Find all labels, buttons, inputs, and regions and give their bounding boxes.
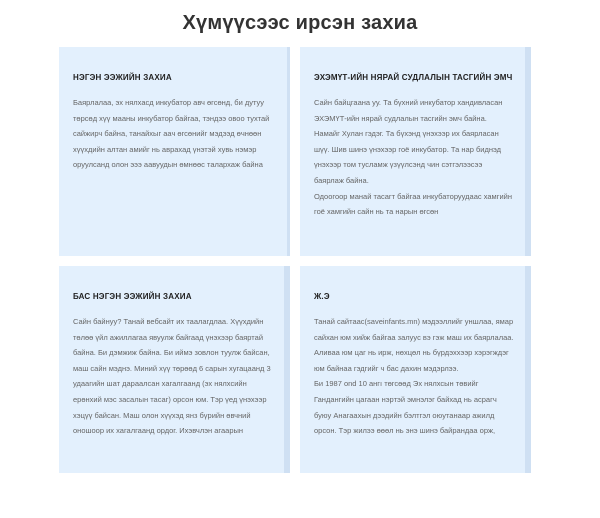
card-scrollbar[interactable] [525, 47, 528, 256]
letter-card-title: НЭГЭН ЭЭЖИЙН ЗАХИА [73, 73, 172, 82]
letter-paragraph: Баярлалаа, эх нялхасд инкубатор авч өгсөнд, би дутуу төрсөд хүү мааны инкубатор байгаа, тэндээ овоо тухтай сайжирч байна, танайхыг аач өгсөнийг мэдээд өчнөөн хүүхдийн алтан амийг нь аврахад үнэтэй хувь нэмэр оруулсанд олон эээ аавуудын өмнөөс талархаж байна [73, 98, 270, 170]
letter-card-title: БАС НЭГЭН ЭЭЖИЙН ЗАХИА [73, 292, 192, 301]
card-scrollbar[interactable] [525, 266, 528, 473]
letter-card-body [314, 95, 514, 220]
letter-paragraph: Танай сайтаас(saveinfants.mn) мэдээллийг уншлаа, ямар сайхан юм хийж байгаа залуус вэ гэж маш их баярлалаа. Аливаа юм цаг нь ирж, нөхцөл нь бүрдэххээр хэрэгждэг юм байнаа гэдгийг ч бас дахин мэдэрлээ. [314, 317, 514, 373]
letter-card-body [73, 314, 273, 439]
letter-paragraph: Одоогоор манай тасагт байгаа инкубаторуудаас хамгийн гоё хамгийн сайн нь та нарын өгсөн [314, 191, 512, 217]
letter-card-title: ЭХЭМҮТ-ИЙН НЯРАЙ СУДЛАЛЫН ТАСГИЙН ЭМЧ [314, 73, 513, 82]
letter-card-title: Ж.Э [314, 292, 330, 301]
card-scrollbar[interactable] [284, 266, 287, 473]
letter-card[interactable] [300, 266, 531, 473]
letter-paragraph: Би 1987 ond 10 ангı төгсөөд Эх нялхсын төвийг Гандангийн цагаан нэртэй эмнэлэг байхад нь асрагч буюу Анагаахын дээдийн бэлтгэл оюутанаар ажилд орсон. Тэр жилээ өөөл нь энэ шинэ байрандаа орж, [314, 379, 497, 436]
letter-card[interactable] [59, 266, 290, 473]
letter-paragraph: Сайн байцгаана уу. Та бүхний инкубатор хандивласан ЭХЭМҮТ-ийн нярай судлалын тасгийн эмч байна. Намайг Хулан гэдэг. Та бүхэнд үнэхээр их баярласан шүү. Шив шинэ үнэхээр гоё инкубатор. Та нар биднэд үнэхээр том тусламж үзүүлсэнд чин сэтгэлээсээ баярлаж байна. [314, 98, 503, 185]
letter-paragraph: Сайн байнуу? Танай вебсайт их таалагдлаа. Хүүхдийн төлөө үйл ажиллагаа явуулж байгаад үнэхээр баяртай байна. Би дэмжиж байна. Би иймэ зовлон туулж байсан, маш сайн мэднэ. Миний хүү төрөөд 6 сарын хугацаанд 3 удаагийн шат дараалсан хагалгаанд (эх нялхсийн ерөнхий мэс засалын тасаг) орсон юм. Тэр үед үнэхээр хэцүү байсан. Маш олон хүүхэд янз бүрийн өвчний оношоор их хагалгаанд ордог. Ихэвчлэн агаарын [73, 317, 271, 436]
page-title: Хүмүүсээс ирсэн захиа [182, 12, 418, 34]
letter-card[interactable] [300, 47, 531, 256]
letter-card [59, 47, 290, 256]
letter-card-body [73, 95, 273, 173]
letter-card-body [314, 314, 514, 439]
